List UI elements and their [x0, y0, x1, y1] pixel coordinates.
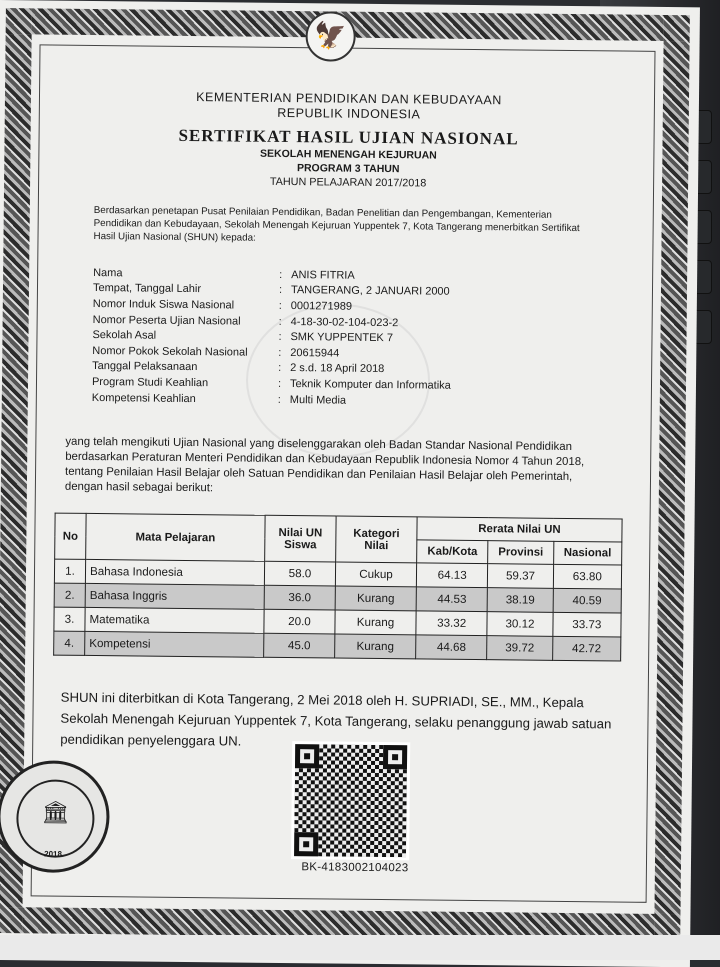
cell-subject: Bahasa Inggris [85, 583, 264, 609]
cell-score: 58.0 [264, 561, 335, 586]
col-header-kab: Kab/Kota [417, 540, 489, 564]
program-label: PROGRAM 3 TAHUN [296, 162, 400, 176]
field-row: Kompetensi Keahlian : Multi Media [92, 390, 562, 411]
certificate-title: SERTIFIKAT HASIL UJIAN NASIONAL [178, 125, 519, 149]
intro-paragraph: Berdasarkan penetapan Pusat Penilaian Pendidikan, Badan Penelitian dan Pengembangan, Kementerian Pendidikan dan Kebudayaan, Sekolah Menengah Kejuruan Yuppentek 7, Kota Tangerang menerbitkan Sertifikat Hasil Ujian Nasional (SHUN) kepada: [93, 204, 580, 244]
field-value: 4-18-30-02-104-023-2 [290, 315, 399, 329]
field-label: Kompetensi Keahlian [91, 391, 196, 405]
cell-nas: 63.80 [553, 564, 622, 589]
cell-prov: 30.12 [487, 612, 553, 637]
field-label: Nama [93, 266, 123, 280]
seal-year: 2018 [44, 849, 62, 859]
cell-kab: 64.13 [416, 563, 488, 588]
field-value: TANGERANG, 2 JANUARI 2000 [290, 284, 450, 299]
cell-subject: Bahasa Indonesia [85, 559, 264, 585]
cell-prov: 39.72 [487, 636, 553, 661]
country-name: REPUBLIK INDONESIA [277, 105, 421, 122]
qr-code-number: BK-4183002104023 [301, 861, 409, 875]
cell-category: Kurang [335, 586, 416, 611]
col-header-category: Kategori Nilai [336, 516, 417, 563]
cell-nas: 42.72 [552, 636, 621, 661]
cell-subject: Kompetensi [85, 631, 264, 657]
field-value: 2 s.d. 18 April 2018 [290, 362, 385, 376]
col-header-subject: Mata Pelajaran [86, 513, 265, 561]
qr-finder-icon [294, 832, 318, 856]
cell-prov: 59.37 [488, 564, 554, 589]
col-header-nas: Nasional [553, 541, 622, 565]
field-label: Tanggal Pelaksanaan [92, 360, 198, 374]
field-row: Program Studi Keahlian : Teknik Komputer dan Informatika [92, 374, 562, 395]
cell-no: 4. [54, 631, 85, 655]
col-header-prov: Provinsi [488, 541, 554, 565]
col-header-average: Rerata Nilai UN [417, 517, 622, 542]
qr-finder-icon [295, 744, 319, 768]
cell-no: 3. [54, 607, 85, 631]
table-header-row [55, 513, 622, 542]
closing-paragraph: SHUN ini diterbitkan di Kota Tangerang, 2 Mei 2018 oleh H. SUPRIADI, SE., MM., Kepala Sekolah Menengah Kejuruan Yuppentek 7, Kota Tangerang, selaku penanggung jawab satuan pendidikan penyelenggara UN. [60, 689, 612, 749]
field-row: Tanggal Pelaksanaan : 2 s.d. 18 April 2018 [92, 359, 562, 380]
field-row: Sekolah Asal : SMK YUPPENTEK 7 [92, 327, 562, 348]
ministry-seal [0, 760, 110, 873]
cell-score: 20.0 [264, 609, 335, 634]
col-header-score: Nilai UN Siswa [265, 515, 336, 562]
result-paragraph: yang telah mengikuti Ujian Nasional yang diselenggarakan oleh Badan Standar Nasional Pendidikan berdasarkan Peraturan Menteri Pendidikan dan Kebudayaan Republik Indonesia Nomor 4 Tahun 2018, tentang Penilaian Hasil Belajar oleh Satuan Pendidikan dan Penilaian Hasil Belajar oleh Pemerintah, dengan hasil sebagai berikut: [64, 435, 585, 495]
academic-year: TAHUN PELAJARAN 2017/2018 [269, 175, 427, 190]
field-label: Tempat, Tanggal Lahir [92, 282, 202, 296]
field-label: Program Studi Keahlian [91, 375, 209, 390]
field-label: Sekolah Asal [92, 329, 157, 342]
cell-score: 45.0 [264, 633, 335, 658]
field-value: 20615944 [290, 346, 340, 360]
garuda-emblem-icon: 🦅 [305, 11, 356, 62]
field-row: Nomor Pokok Sekolah Nasional : 20615944 [92, 343, 562, 364]
field-label: Nomor Peserta Ujian Nasional [92, 313, 241, 328]
cell-category: Kurang [335, 634, 416, 659]
cell-no: 2. [54, 583, 85, 607]
field-row: Tempat, Tanggal Lahir : TANGERANG, 2 JANUARI 2000 [93, 281, 563, 302]
field-value: Multi Media [289, 393, 347, 407]
school-type: SEKOLAH MENENGAH KEJURUAN [259, 147, 437, 162]
cell-no: 1. [54, 559, 85, 583]
qr-finder-icon [383, 745, 407, 769]
cell-nas: 40.59 [553, 588, 622, 613]
field-row: Nama : ANIS FITRIA [93, 265, 563, 286]
results-table [53, 513, 622, 662]
field-row: Nomor Peserta Ujian Nasional : 4-18-30-02-104-023-2 [93, 312, 563, 333]
cell-score: 36.0 [264, 585, 335, 610]
underlying-paper [0, 935, 720, 960]
cell-prov: 38.19 [487, 588, 553, 613]
cell-category: Kurang [335, 610, 416, 635]
col-header-no: No [55, 513, 86, 559]
qr-code-icon [291, 741, 410, 860]
field-label: Nomor Pokok Sekolah Nasional [92, 344, 248, 359]
cell-nas: 33.73 [553, 612, 622, 637]
ministry-heading [89, 89, 609, 124]
cell-kab: 33.32 [416, 611, 488, 636]
cell-kab: 44.68 [416, 635, 488, 660]
field-value: ANIS FITRIA [291, 268, 355, 282]
field-value: Teknik Komputer dan Informatika [289, 378, 451, 392]
cell-kab: 44.53 [416, 587, 488, 612]
seal-logo-icon: 🏛 [16, 779, 95, 858]
student-info [92, 265, 563, 410]
field-value: 0001271989 [290, 300, 353, 313]
field-row: Nomor Induk Siswa Nasional : 0001271989 [93, 296, 563, 317]
cell-category: Cukup [335, 562, 416, 587]
cell-subject: Matematika [85, 607, 264, 633]
ministry-name: KEMENTERIAN PENDIDIKAN DAN KEBUDAYAAN [196, 90, 502, 108]
field-label: Nomor Induk Siswa Nasional [92, 297, 235, 312]
field-value: SMK YUPPENTEK 7 [290, 331, 394, 345]
